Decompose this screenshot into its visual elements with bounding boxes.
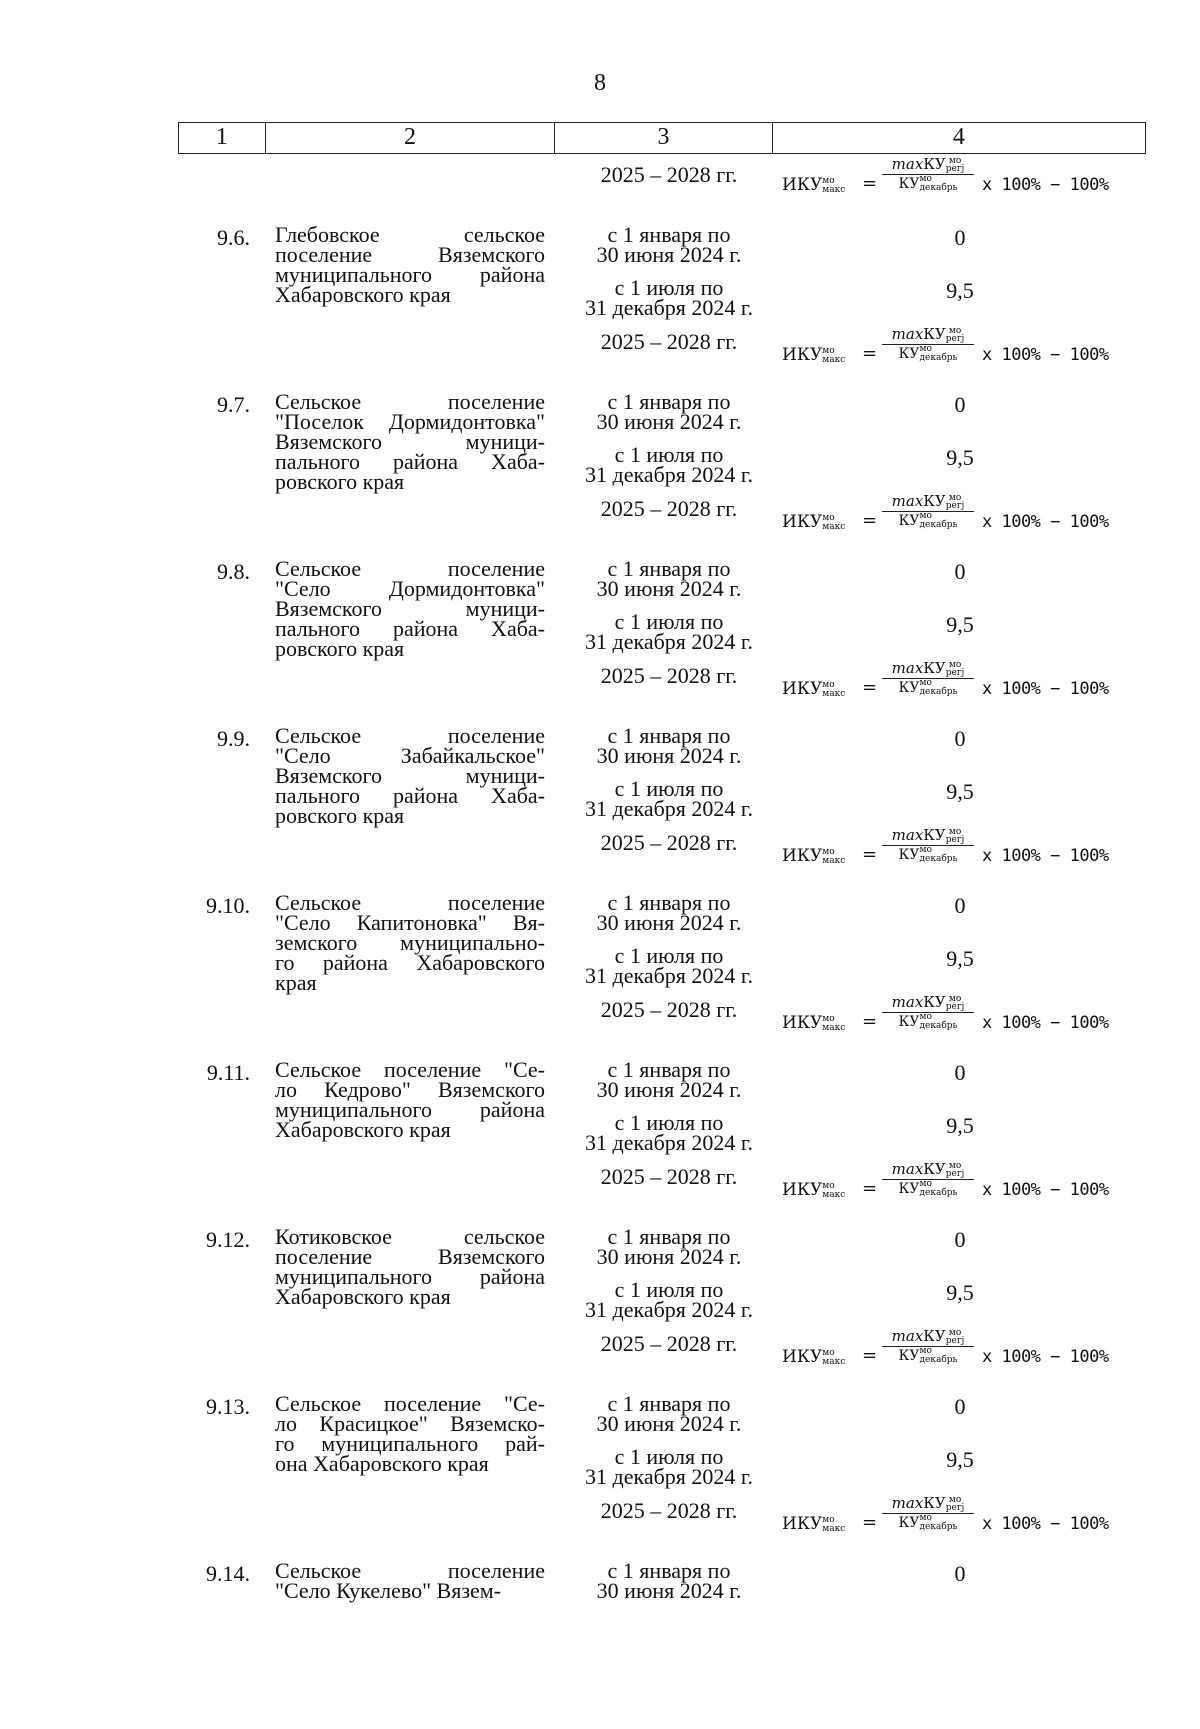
formula-denominator-sup: мо xyxy=(919,1346,932,1356)
period-2 xyxy=(555,1110,783,1155)
formula-rhs: x 100% − 100% xyxy=(982,1347,1109,1367)
period-line: 30 июня 2024 г. xyxy=(596,743,742,768)
formula-rhs: x 100% − 100% xyxy=(982,175,1109,195)
formula-denominator-indices xyxy=(920,175,958,193)
table-header xyxy=(178,122,1146,154)
formula-rhs: x 100% − 100% xyxy=(982,345,1109,365)
value-1: 0 xyxy=(954,1394,966,1419)
value-2: 9,5 xyxy=(946,779,974,804)
header-col-3: 3 xyxy=(555,123,773,153)
period-line: 31 декабря 2024 г. xyxy=(585,1297,753,1322)
formula-numerator-sub: регj xyxy=(945,164,965,174)
formula-equals: = xyxy=(862,1345,878,1366)
formula xyxy=(780,826,1150,882)
formula-denominator-indices xyxy=(920,1180,958,1198)
municipality-name xyxy=(275,890,545,995)
formula-numerator-sub: регj xyxy=(945,334,965,344)
period-line: с 1 июля по xyxy=(614,609,724,634)
value-1: 0 xyxy=(954,893,966,918)
header-col-4: 4 xyxy=(952,124,965,150)
name-line: Вяземского муници- xyxy=(275,429,545,454)
period-line: с 1 июля по xyxy=(614,442,724,467)
formula-fraction xyxy=(882,1494,974,1532)
formula-numerator-indices xyxy=(946,327,965,343)
value-1: 0 xyxy=(954,1227,966,1252)
formula-denominator: КУ мо декабрь xyxy=(898,678,958,697)
formula-numerator-sup: мо xyxy=(948,1161,962,1171)
period-3: 2025 – 2028 гг. xyxy=(600,1498,738,1523)
formula-lhs-sub: макс xyxy=(822,1523,846,1534)
formula-lhs-sup: мо xyxy=(822,1180,835,1191)
formula-rhs: x 100% − 100% xyxy=(982,846,1109,866)
formula-max: max xyxy=(891,1327,924,1345)
formula-denominator: КУ мо декабрь xyxy=(898,1179,958,1198)
period-line: с 1 июля по xyxy=(614,1277,724,1302)
formula-equals: = xyxy=(862,173,878,194)
name-line: Сельское поселение xyxy=(275,723,545,748)
formula-equals: = xyxy=(862,1178,878,1199)
formula-equals: = xyxy=(862,844,878,865)
name-line: ровского края xyxy=(275,469,405,494)
row-number: 9.9. xyxy=(217,726,250,751)
formula-max: max xyxy=(891,155,924,173)
formula-lhs-sup: мо xyxy=(822,512,835,523)
formula-numerator: maxКУ мо регj xyxy=(882,826,974,846)
formula-denominator-indices xyxy=(920,1013,958,1031)
municipality-name xyxy=(275,1391,545,1476)
value-2: 9,5 xyxy=(946,612,974,637)
formula-numerator-sup: мо xyxy=(948,493,962,503)
name-line: пального района Хаба- xyxy=(275,449,545,474)
name-line: "Село Дормидонтовка" xyxy=(275,576,545,601)
period-2 xyxy=(555,943,783,988)
period-3: 2025 – 2028 гг. xyxy=(600,1164,738,1189)
formula-lhs: ИКУ мо макс xyxy=(782,1180,846,1200)
formula-numerator-sub: регj xyxy=(945,501,965,511)
name-line: муниципального района xyxy=(275,262,545,287)
value-1: 0 xyxy=(954,1060,966,1085)
formula-lhs: ИКУ мо макс xyxy=(782,345,846,365)
name-line: Сельское поселение xyxy=(275,389,545,414)
formula-lhs-sub: макс xyxy=(822,521,846,532)
formula-denominator-sub: декабрь xyxy=(919,1188,958,1198)
formula-lhs-indices xyxy=(822,347,845,365)
value-2: 9,5 xyxy=(946,1280,974,1305)
formula-denominator-indices xyxy=(920,679,958,697)
name-line: пального района Хаба- xyxy=(275,783,545,808)
period-line: 30 июня 2024 г. xyxy=(596,576,742,601)
period-1 xyxy=(555,389,783,434)
name-line: "Поселок Дормидонтовка" xyxy=(275,409,545,434)
period-line: с 1 января по xyxy=(607,1057,731,1082)
period-3: 2025 – 2028 гг. xyxy=(600,997,738,1022)
period-line: с 1 июля по xyxy=(614,776,724,801)
name-line: Сельское поселение xyxy=(275,1558,545,1583)
formula-lhs-indices xyxy=(822,848,845,866)
formula-denominator: КУ мо декабрь xyxy=(898,344,958,363)
period-line: 31 декабря 2024 г. xyxy=(585,629,753,654)
formula-denominator: КУ мо декабрь xyxy=(898,1012,958,1031)
period-1 xyxy=(555,1391,783,1436)
formula-fraction xyxy=(882,993,974,1031)
formula-lhs: ИКУ мо макс xyxy=(782,679,846,699)
period-line: 30 июня 2024 г. xyxy=(596,1244,742,1269)
formula-fraction xyxy=(882,1327,974,1365)
name-line: Сельское поселение xyxy=(275,556,545,581)
period-line: с 1 июля по xyxy=(614,1444,724,1469)
period-1 xyxy=(555,723,783,768)
page-number: 8 xyxy=(594,70,606,96)
formula-lhs-sub: макс xyxy=(822,1356,846,1367)
formula-rhs: x 100% − 100% xyxy=(982,512,1109,532)
period-line: с 1 июля по xyxy=(614,1110,724,1135)
formula-numerator-indices xyxy=(946,494,965,510)
formula-rhs: x 100% − 100% xyxy=(982,679,1109,699)
name-line: Сельское поселение "Се- xyxy=(275,1391,545,1416)
header-col-1: 1 xyxy=(179,123,266,153)
name-line: Сельское поселение xyxy=(275,890,545,915)
formula-numerator: maxКУ мо регj xyxy=(882,1327,974,1347)
period-3: 2025 – 2028 гг. xyxy=(600,329,738,354)
formula-max: max xyxy=(891,492,924,510)
row-number: 9.8. xyxy=(217,559,250,584)
formula-numerator-sub: регj xyxy=(945,668,965,678)
period-line: 31 декабря 2024 г. xyxy=(585,963,753,988)
name-line: "Село Забайкальское" xyxy=(275,743,545,768)
period-1 xyxy=(555,1057,783,1102)
formula-denominator-sub: декабрь xyxy=(919,1021,958,1031)
period-line: с 1 июля по xyxy=(614,943,724,968)
formula-rhs: x 100% − 100% xyxy=(982,1180,1109,1200)
period-3: 2025 – 2028 гг. xyxy=(600,830,738,855)
formula-lhs-sub: макс xyxy=(822,184,846,195)
formula-fraction xyxy=(882,155,974,193)
period-3: 2025 – 2028 гг. xyxy=(600,1331,738,1356)
name-line: ровского края xyxy=(275,803,405,828)
period-line: 30 июня 2024 г. xyxy=(596,1077,742,1102)
formula xyxy=(780,993,1150,1049)
formula-numerator-indices xyxy=(946,995,965,1011)
formula-lhs: ИКУ мо макс xyxy=(782,1514,846,1534)
formula-numerator-indices xyxy=(946,1329,965,1345)
period-line: 30 июня 2024 г. xyxy=(596,409,742,434)
formula-lhs: ИКУ мо макс xyxy=(782,846,846,866)
period-line: 30 июня 2024 г. xyxy=(596,1578,742,1603)
formula xyxy=(780,492,1150,548)
formula-denominator-indices xyxy=(920,1347,958,1365)
value-1: 0 xyxy=(954,559,966,584)
period-line: с 1 июля по xyxy=(614,275,724,300)
formula-numerator-sup: мо xyxy=(948,1328,962,1338)
name-line: она Хабаровского края xyxy=(275,1451,489,1476)
formula-numerator-sup: мо xyxy=(948,827,962,837)
formula-lhs-indices xyxy=(822,681,845,699)
formula-lhs-sub: макс xyxy=(822,855,846,866)
formula-numerator-indices xyxy=(946,1162,965,1178)
formula-denominator-sub: декабрь xyxy=(919,183,958,193)
municipality-name xyxy=(275,1057,545,1142)
period-1 xyxy=(555,1224,783,1269)
formula-denominator-sub: декабрь xyxy=(919,520,958,530)
period-line: с 1 января по xyxy=(607,1391,731,1416)
period-line: с 1 января по xyxy=(607,222,731,247)
period-2 xyxy=(555,609,783,654)
formula-equals: = xyxy=(862,1512,878,1533)
name-line: края xyxy=(275,970,317,995)
formula-equals: = xyxy=(862,343,878,364)
formula-lhs-sup: мо xyxy=(822,846,835,857)
formula xyxy=(780,1160,1150,1216)
value-1: 0 xyxy=(954,726,966,751)
formula-numerator: maxКУ мо регj xyxy=(882,1160,974,1180)
formula-denominator-indices xyxy=(920,1514,958,1532)
name-line: муниципального района xyxy=(275,1264,545,1289)
name-line: муниципального района xyxy=(275,1097,545,1122)
row-number: 9.10. xyxy=(206,893,250,918)
formula-lhs-sub: макс xyxy=(822,1189,846,1200)
formula-denominator-sup: мо xyxy=(919,678,932,688)
period-line: 30 июня 2024 г. xyxy=(596,910,742,935)
value-1: 0 xyxy=(954,225,966,250)
header-col-2: 2 xyxy=(266,123,555,153)
formula-numerator-indices xyxy=(946,828,965,844)
value-2: 9,5 xyxy=(946,445,974,470)
name-line: земского муниципально- xyxy=(275,930,545,955)
formula-max: max xyxy=(891,325,924,343)
row-number: 9.12. xyxy=(206,1227,250,1252)
formula-denominator-indices xyxy=(920,846,958,864)
formula-lhs-indices xyxy=(822,1182,845,1200)
row-number: 9.6. xyxy=(217,225,250,250)
formula-lhs: ИКУ мо макс xyxy=(782,175,846,195)
row-number: 9.14. xyxy=(206,1561,250,1586)
formula-fraction xyxy=(882,1160,974,1198)
period-line: 30 июня 2024 г. xyxy=(596,242,742,267)
name-line: го муниципального рай- xyxy=(275,1431,545,1456)
municipality-name xyxy=(275,389,545,494)
formula-max: max xyxy=(891,826,924,844)
formula-lhs-indices xyxy=(822,514,845,532)
formula-denominator-indices xyxy=(920,345,958,363)
formula-fraction xyxy=(882,325,974,363)
formula-max: max xyxy=(891,1494,924,1512)
period-2 xyxy=(555,442,783,487)
formula-denominator-sub: декабрь xyxy=(919,1355,958,1365)
period-line: 31 декабря 2024 г. xyxy=(585,295,753,320)
formula-denominator: КУ мо декабрь xyxy=(898,845,958,864)
formula-denominator-sup: мо xyxy=(919,511,932,521)
formula-numerator-indices xyxy=(946,157,965,173)
formula-denominator-sub: декабрь xyxy=(919,854,958,864)
formula xyxy=(780,1494,1150,1550)
formula-denominator: КУ мо декабрь xyxy=(898,1346,958,1365)
municipality-name xyxy=(275,1558,545,1603)
formula-denominator-indices xyxy=(920,512,958,530)
formula-lhs-sup: мо xyxy=(822,1013,835,1024)
formula-rhs: x 100% − 100% xyxy=(982,1013,1109,1033)
formula-lhs-indices xyxy=(822,177,845,195)
formula-equals: = xyxy=(862,1011,878,1032)
formula-lhs-indices xyxy=(822,1349,845,1367)
municipality-name xyxy=(275,1224,545,1309)
value-2: 9,5 xyxy=(946,946,974,971)
municipality-name xyxy=(275,723,545,828)
formula-denominator: КУ мо декабрь xyxy=(898,511,958,530)
formula-lhs-sub: макс xyxy=(822,1022,846,1033)
name-line: "Село Кукелево" Вязем- xyxy=(275,1578,502,1603)
formula-lhs-sup: мо xyxy=(822,345,835,356)
formula-denominator-sup: мо xyxy=(919,1012,932,1022)
name-line: ло Кедрово" Вяземского xyxy=(275,1077,545,1102)
formula-lhs: ИКУ мо макс xyxy=(782,1013,846,1033)
formula-numerator: maxКУ мо регj xyxy=(882,325,974,345)
formula-numerator-sub: регj xyxy=(945,1336,965,1346)
formula-numerator-sup: мо xyxy=(948,326,962,336)
name-line: поселение Вяземского xyxy=(275,1244,545,1269)
formula-lhs-sup: мо xyxy=(822,175,835,186)
name-line: пального района Хаба- xyxy=(275,616,545,641)
period-line: с 1 января по xyxy=(607,1224,731,1249)
formula-denominator-sup: мо xyxy=(919,174,932,184)
formula xyxy=(780,325,1150,381)
formula xyxy=(780,155,1150,211)
period-line: 31 декабря 2024 г. xyxy=(585,1464,753,1489)
formula-max: max xyxy=(891,659,924,677)
formula-denominator-sup: мо xyxy=(919,1179,932,1189)
period-line: с 1 января по xyxy=(607,890,731,915)
period-line: 31 декабря 2024 г. xyxy=(585,1130,753,1155)
formula-lhs-sup: мо xyxy=(822,1347,835,1358)
formula-lhs-sup: мо xyxy=(822,1514,835,1525)
formula-lhs-indices xyxy=(822,1015,845,1033)
row-number: 9.13. xyxy=(206,1394,250,1419)
formula-lhs: ИКУ мо макс xyxy=(782,512,846,532)
formula-numerator: maxКУ мо регj xyxy=(882,1494,974,1514)
continued-period: 2025 – 2028 гг. xyxy=(600,162,738,187)
formula-numerator-indices xyxy=(946,661,965,677)
formula-denominator-sub: декабрь xyxy=(919,1522,958,1532)
name-line: ровского края xyxy=(275,636,405,661)
formula-fraction xyxy=(882,492,974,530)
formula-max: max xyxy=(891,1160,924,1178)
name-line: Хабаровского края xyxy=(275,1284,451,1309)
formula-denominator-sup: мо xyxy=(919,344,932,354)
name-line: Глебовское сельское xyxy=(275,222,545,247)
formula-denominator: КУ мо декабрь xyxy=(898,1513,958,1532)
name-line: Хабаровского края xyxy=(275,282,451,307)
name-line: "Село Капитоновка" Вя- xyxy=(275,910,545,935)
formula-numerator-sup: мо xyxy=(948,156,962,166)
name-line: поселение Вяземского xyxy=(275,242,545,267)
period-2 xyxy=(555,1444,783,1489)
formula-lhs-indices xyxy=(822,1516,845,1534)
formula-numerator-sup: мо xyxy=(948,994,962,1004)
formula xyxy=(780,1327,1150,1383)
value-2: 9,5 xyxy=(946,278,974,303)
formula-denominator-sup: мо xyxy=(919,845,932,855)
formula-lhs-sub: макс xyxy=(822,688,846,699)
period-3: 2025 – 2028 гг. xyxy=(600,663,738,688)
period-2 xyxy=(555,776,783,821)
formula-lhs: ИКУ мо макс xyxy=(782,1347,846,1367)
period-2 xyxy=(555,1277,783,1322)
period-line: с 1 января по xyxy=(607,1558,731,1583)
formula-denominator-sub: декабрь xyxy=(919,687,958,697)
value-2: 9,5 xyxy=(946,1447,974,1472)
formula-denominator: КУ мо декабрь xyxy=(898,174,958,193)
row-number: 9.11. xyxy=(206,1060,250,1085)
period-1 xyxy=(555,556,783,601)
formula-rhs: x 100% − 100% xyxy=(982,1514,1109,1534)
formula-numerator-sub: регj xyxy=(945,1169,965,1179)
formula-numerator-sub: регj xyxy=(945,835,965,845)
period-line: 31 декабря 2024 г. xyxy=(585,462,753,487)
value-2: 9,5 xyxy=(946,1113,974,1138)
table-row xyxy=(0,1558,1200,1729)
formula-denominator-sub: декабрь xyxy=(919,353,958,363)
period-1 xyxy=(555,1558,783,1603)
name-line: Сельское поселение "Се- xyxy=(275,1057,545,1082)
formula-equals: = xyxy=(862,510,878,531)
value-1: 0 xyxy=(954,1561,966,1586)
formula-numerator: maxКУ мо регj xyxy=(882,155,974,175)
municipality-name xyxy=(275,222,545,307)
formula-equals: = xyxy=(862,677,878,698)
name-line: Вяземского муници- xyxy=(275,763,545,788)
name-line: Хабаровского края xyxy=(275,1117,451,1142)
period-line: 30 июня 2024 г. xyxy=(596,1411,742,1436)
formula-denominator-sup: мо xyxy=(919,1513,932,1523)
municipality-name xyxy=(275,556,545,661)
period-2 xyxy=(555,275,783,320)
formula-numerator-sub: регj xyxy=(945,1002,965,1012)
period-line: с 1 января по xyxy=(607,723,731,748)
formula xyxy=(780,659,1150,715)
period-line: с 1 января по xyxy=(607,556,731,581)
period-3: 2025 – 2028 гг. xyxy=(600,496,738,521)
period-1 xyxy=(555,222,783,267)
period-1 xyxy=(555,890,783,935)
formula-numerator-sup: мо xyxy=(948,660,962,670)
formula-numerator-sub: регj xyxy=(945,1503,965,1513)
formula-numerator: maxКУ мо регj xyxy=(882,659,974,679)
formula-numerator-indices xyxy=(946,1496,965,1512)
name-line: ло Красицкое" Вяземско- xyxy=(275,1411,545,1436)
value-1: 0 xyxy=(954,392,966,417)
name-line: го района Хабаровского xyxy=(275,950,545,975)
formula-lhs-sub: макс xyxy=(822,354,846,365)
period-line: с 1 января по xyxy=(607,389,731,414)
formula-max: max xyxy=(891,993,924,1011)
period-line: 31 декабря 2024 г. xyxy=(585,796,753,821)
formula-fraction xyxy=(882,826,974,864)
name-line: Вяземского муници- xyxy=(275,596,545,621)
formula-lhs-sup: мо xyxy=(822,679,835,690)
formula-numerator: maxКУ мо регj xyxy=(882,993,974,1013)
row-number: 9.7. xyxy=(217,392,250,417)
name-line: Котиковское сельское xyxy=(275,1224,545,1249)
formula-numerator: maxКУ мо регj xyxy=(882,492,974,512)
formula-fraction xyxy=(882,659,974,697)
formula-numerator-sup: мо xyxy=(948,1495,962,1505)
